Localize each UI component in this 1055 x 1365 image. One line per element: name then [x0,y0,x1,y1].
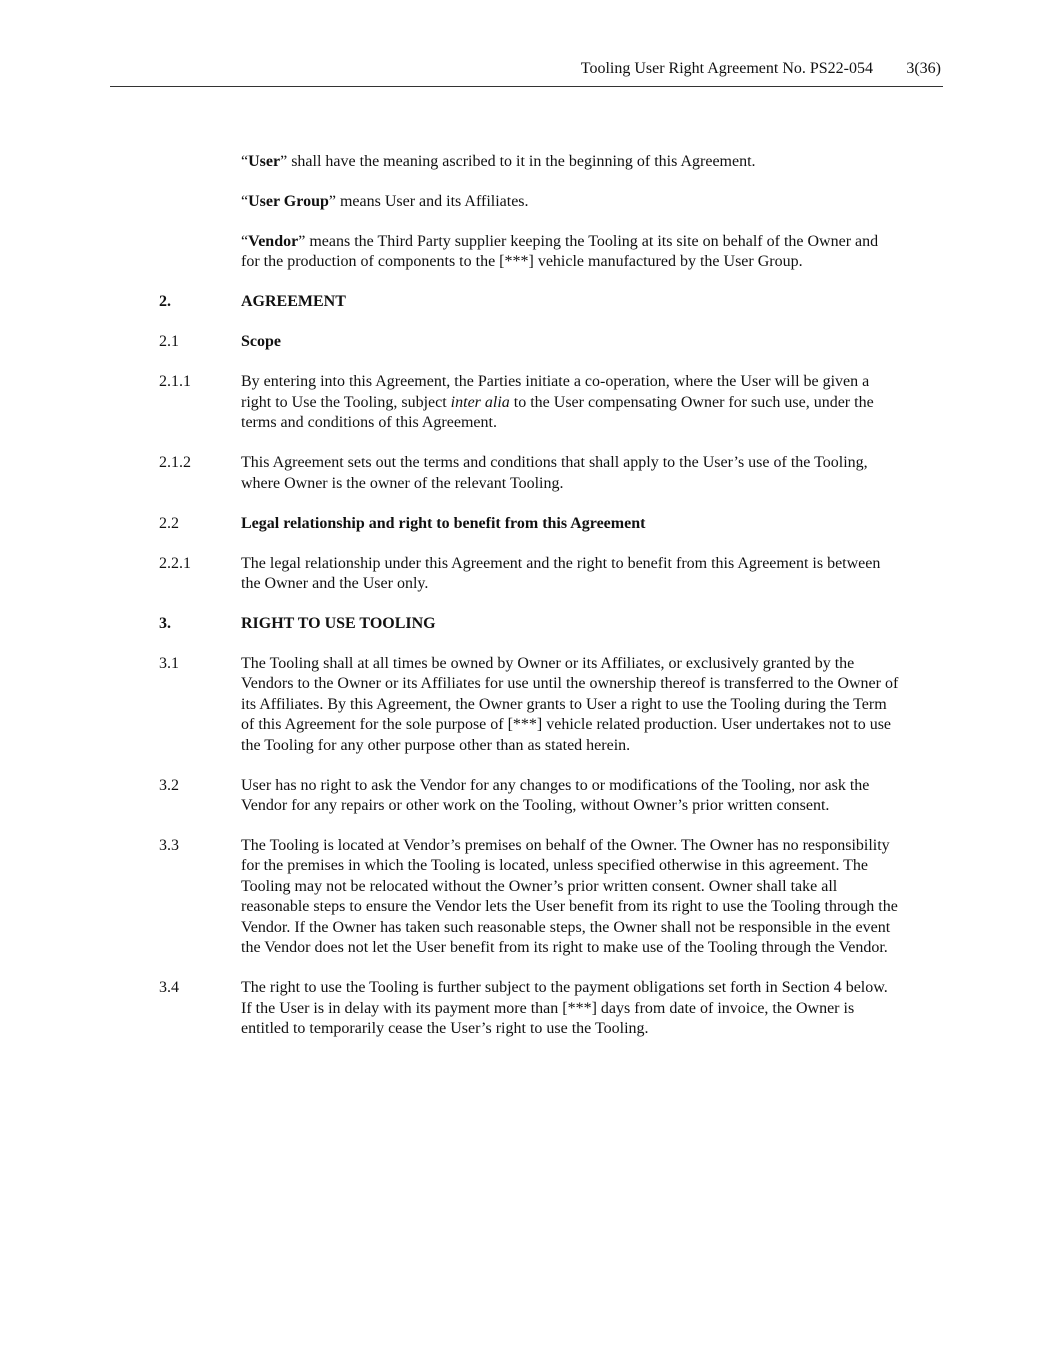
clause-2-2-1 [159,554,899,595]
clause-2-1-2 [159,453,899,494]
clause-number: 2.2 [159,514,179,532]
clause-text: This Agreement sets out the terms and conditions that shall apply to the User’s use of the Tooling, where Owner is the owner of the relevant Tooling. [241,454,868,492]
section-heading-2 [159,292,899,312]
subsection-title: Legal relationship and right to benefit from this Agreement [241,514,646,532]
clause-number: 2.2.1 [159,554,191,572]
clause-text: The legal relationship under this Agreement and the right to benefit from this Agreement is between the Owner and the User only. [241,554,881,593]
clause-text: The Tooling is located at Vendor’s premises on behalf of the Owner. The Owner has no responsibility for the premises in which the Tooling is located, unless specified otherwise in this agreement. The Tooling may not be relocated without the Owner’s prior written consent. Owner shall take all reasonable steps to ensure the Vendor lets the User benefit from its right to use the Tooling through the Vendor. If the Owner has taken such reasonable steps, the Owner shall not be responsible in the event the Vendor does not let the User benefit from its right to make use of the Tooling through the Vendor. [241,837,898,957]
clause-3-3 [159,836,899,958]
subsection-heading-2-2 [159,514,899,534]
clause-3-4 [159,978,899,1039]
clause-2-1-1 [159,372,899,433]
subsection-heading-2-1 [159,332,899,352]
document-title: Tooling User Right Agreement No. PS22-054 [580,60,873,77]
section-title: AGREEMENT [241,293,346,311]
definition-user-group: “User Group” means User and its Affiliates. [241,193,529,210]
clause-text: By entering into this Agreement, the Parties initiate a co-operation, where the User will be given a right to Use the Tooling, subject inter alia to the User compensating Owner for such use, under the terms and conditions of this Agreement. [241,373,874,432]
defined-term: User Group [248,193,329,210]
defined-term: User [248,153,281,170]
clause-number: 3.1 [159,655,179,673]
clause-number: 3.3 [159,837,179,855]
definition-vendor: “Vendor” means the Third Party supplier keeping the Tooling at its site on behalf of the Owner and for the production of components to the [***] vehicle manufactured by the User Group. [241,233,879,271]
clause-number: 2.1 [159,333,179,351]
defined-term: Vendor [248,233,299,250]
section-number: 3. [159,615,171,633]
section-number: 2. [159,293,171,311]
clause-number: 3.4 [159,979,179,997]
section-heading-3 [159,614,899,634]
definition-user: “User” shall have the meaning ascribed to it in the beginning of this Agreement. [241,153,756,170]
clause-text: The right to use the Tooling is further subject to the payment obligations set forth in Section 4 below. If the User is in delay with its payment more than [***] days from date of invoice, the Owner is entitled to temporarily cease the User’s right to use the Tooling. [241,979,888,1037]
clause-number: 2.1.2 [159,454,191,472]
document-body [159,152,899,1059]
subsection-title: Scope [241,333,281,351]
clause-3-2 [159,776,899,817]
clause-number: 3.2 [159,776,179,794]
page-number: 3(36) [906,60,941,77]
clause-number: 2.1.1 [159,373,191,391]
page-header [110,58,943,87]
clause-3-1 [159,654,899,756]
clause-text: User has no right to ask the Vendor for any changes to or modifications of the Tooling, nor ask the Vendor for any repairs or other work on the Tooling, without Owner’s prior written consent. [241,776,870,815]
section-title: RIGHT TO USE TOOLING [241,615,436,633]
clause-text: The Tooling shall at all times be owned by Owner or its Affiliates, or exclusively granted by the Vendors to the Owner or its Affiliates for use until the ownership thereof is transferred to the Owner of its Affiliates. By this Agreement, the Owner grants to User a right to use the Tooling during the Term of this Agreement for the sole purpose of [***] vehicle related production. User undertakes not to use the Tooling for any other purpose other than as stated herein. [241,655,899,754]
